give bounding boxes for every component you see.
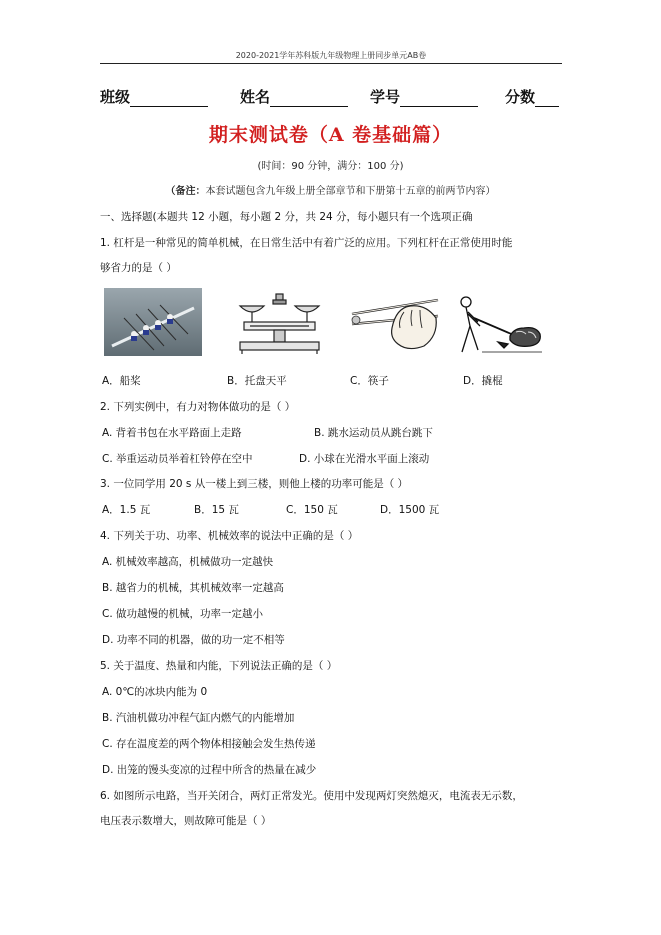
q3-option-c[interactable]: C．150 瓦 bbox=[286, 504, 338, 516]
q4-option-d[interactable]: D. 功率不同的机器，做的功一定不相等 bbox=[102, 634, 285, 646]
balance-scale-image bbox=[232, 288, 327, 356]
q6-stem-line1: 6. 如图所示电路，当开关闭合，两灯正常发光。使用中发现两灯突然熄灭，电流表无示数， bbox=[100, 790, 523, 802]
score-label: 分数 bbox=[505, 88, 536, 106]
q2-stem: 2. 下列实例中，有力对物体做功的是（ ） bbox=[100, 401, 296, 413]
crowbar-image bbox=[452, 288, 544, 356]
q5-option-b[interactable]: B. 汽油机做功冲程气缸内燃气的内能增加 bbox=[102, 712, 295, 724]
exam-time-score: (时间：90 分钟，满分：100 分) bbox=[257, 161, 404, 172]
student-id-blank[interactable] bbox=[400, 88, 478, 107]
q5-option-d[interactable]: D. 出笼的馒头变凉的过程中所含的热量在减少 bbox=[102, 764, 317, 776]
section-heading: 一、选择题(本题共 12 小题，每小题 2 分，共 24 分，每小题只有一个选项正确 bbox=[100, 211, 473, 223]
q1-option-c[interactable]: C．筷子 bbox=[350, 375, 389, 387]
q4-option-b[interactable]: B. 越省力的机械，其机械效率一定越高 bbox=[102, 582, 284, 594]
score-field[interactable] bbox=[505, 86, 559, 107]
exam-title: 期末测试卷（A 卷基础篇） bbox=[208, 124, 453, 146]
name-blank[interactable] bbox=[270, 88, 348, 107]
q2-option-a[interactable]: A. 背着书包在水平路面上走路 bbox=[102, 427, 242, 439]
q4-option-a[interactable]: A. 机械效率越高，机械做功一定越快 bbox=[102, 556, 274, 568]
q2-option-c[interactable]: C. 举重运动员举着杠铃停在空中 bbox=[102, 453, 253, 465]
q2-option-b[interactable]: B. 跳水运动员从跳台跳下 bbox=[314, 427, 433, 439]
q1-option-d[interactable]: D．撬棍 bbox=[463, 375, 503, 387]
q3-option-d[interactable]: D．1500 瓦 bbox=[380, 504, 440, 516]
q5-stem: 5. 关于温度、热量和内能，下列说法正确的是（ ） bbox=[100, 660, 338, 672]
header-rule bbox=[100, 63, 562, 64]
student-info-row bbox=[100, 86, 565, 112]
q5-option-a[interactable]: A. 0℃的冰块内能为 0 bbox=[102, 686, 208, 698]
chopsticks-image bbox=[348, 288, 440, 356]
name-field[interactable] bbox=[240, 86, 348, 107]
rowing-image bbox=[104, 288, 202, 356]
q1-option-a[interactable]: A．船桨 bbox=[102, 375, 141, 387]
q5-option-c[interactable]: C. 存在温度差的两个物体相接触会发生热传递 bbox=[102, 738, 316, 750]
name-label: 姓名 bbox=[240, 88, 271, 106]
note-text: 本套试题包含九年级上册全部章节和下册第十五章的前两节内容） bbox=[205, 186, 496, 197]
q1-stem-line1: 1. 杠杆是一种常见的简单机械，在日常生活中有着广泛的应用。下列杠杆在正常使用时能 bbox=[100, 237, 513, 249]
running-header: 2020-2021学年苏科版九年级物理上册同步单元AB卷 bbox=[235, 51, 427, 60]
q1-stem-line2: 够省力的是（ ） bbox=[100, 262, 177, 274]
class-blank[interactable] bbox=[130, 88, 208, 107]
q2-option-d[interactable]: D. 小球在光滑水平面上滚动 bbox=[299, 453, 430, 465]
student-id-label: 学号 bbox=[370, 88, 401, 106]
exam-note bbox=[0, 182, 661, 197]
q3-option-b[interactable]: B．15 瓦 bbox=[194, 504, 239, 516]
q3-option-a[interactable]: A．1.5 瓦 bbox=[102, 504, 151, 516]
note-label: （备注： bbox=[165, 186, 206, 197]
q1-option-b[interactable]: B．托盘天平 bbox=[227, 375, 287, 387]
class-field[interactable] bbox=[100, 86, 208, 107]
q4-stem: 4. 下列关于功、功率、机械效率的说法中正确的是（ ） bbox=[100, 530, 359, 542]
student-id-field[interactable] bbox=[370, 86, 478, 107]
score-blank[interactable] bbox=[535, 88, 559, 107]
q4-option-c[interactable]: C. 做功越慢的机械，功率一定越小 bbox=[102, 608, 264, 620]
q3-stem: 3. 一位同学用 20 s 从一楼上到三楼，则他上楼的功率可能是（ ） bbox=[100, 478, 409, 490]
q6-stem-line2: 电压表示数增大，则故障可能是（ ） bbox=[100, 815, 272, 827]
class-label: 班级 bbox=[100, 88, 131, 106]
